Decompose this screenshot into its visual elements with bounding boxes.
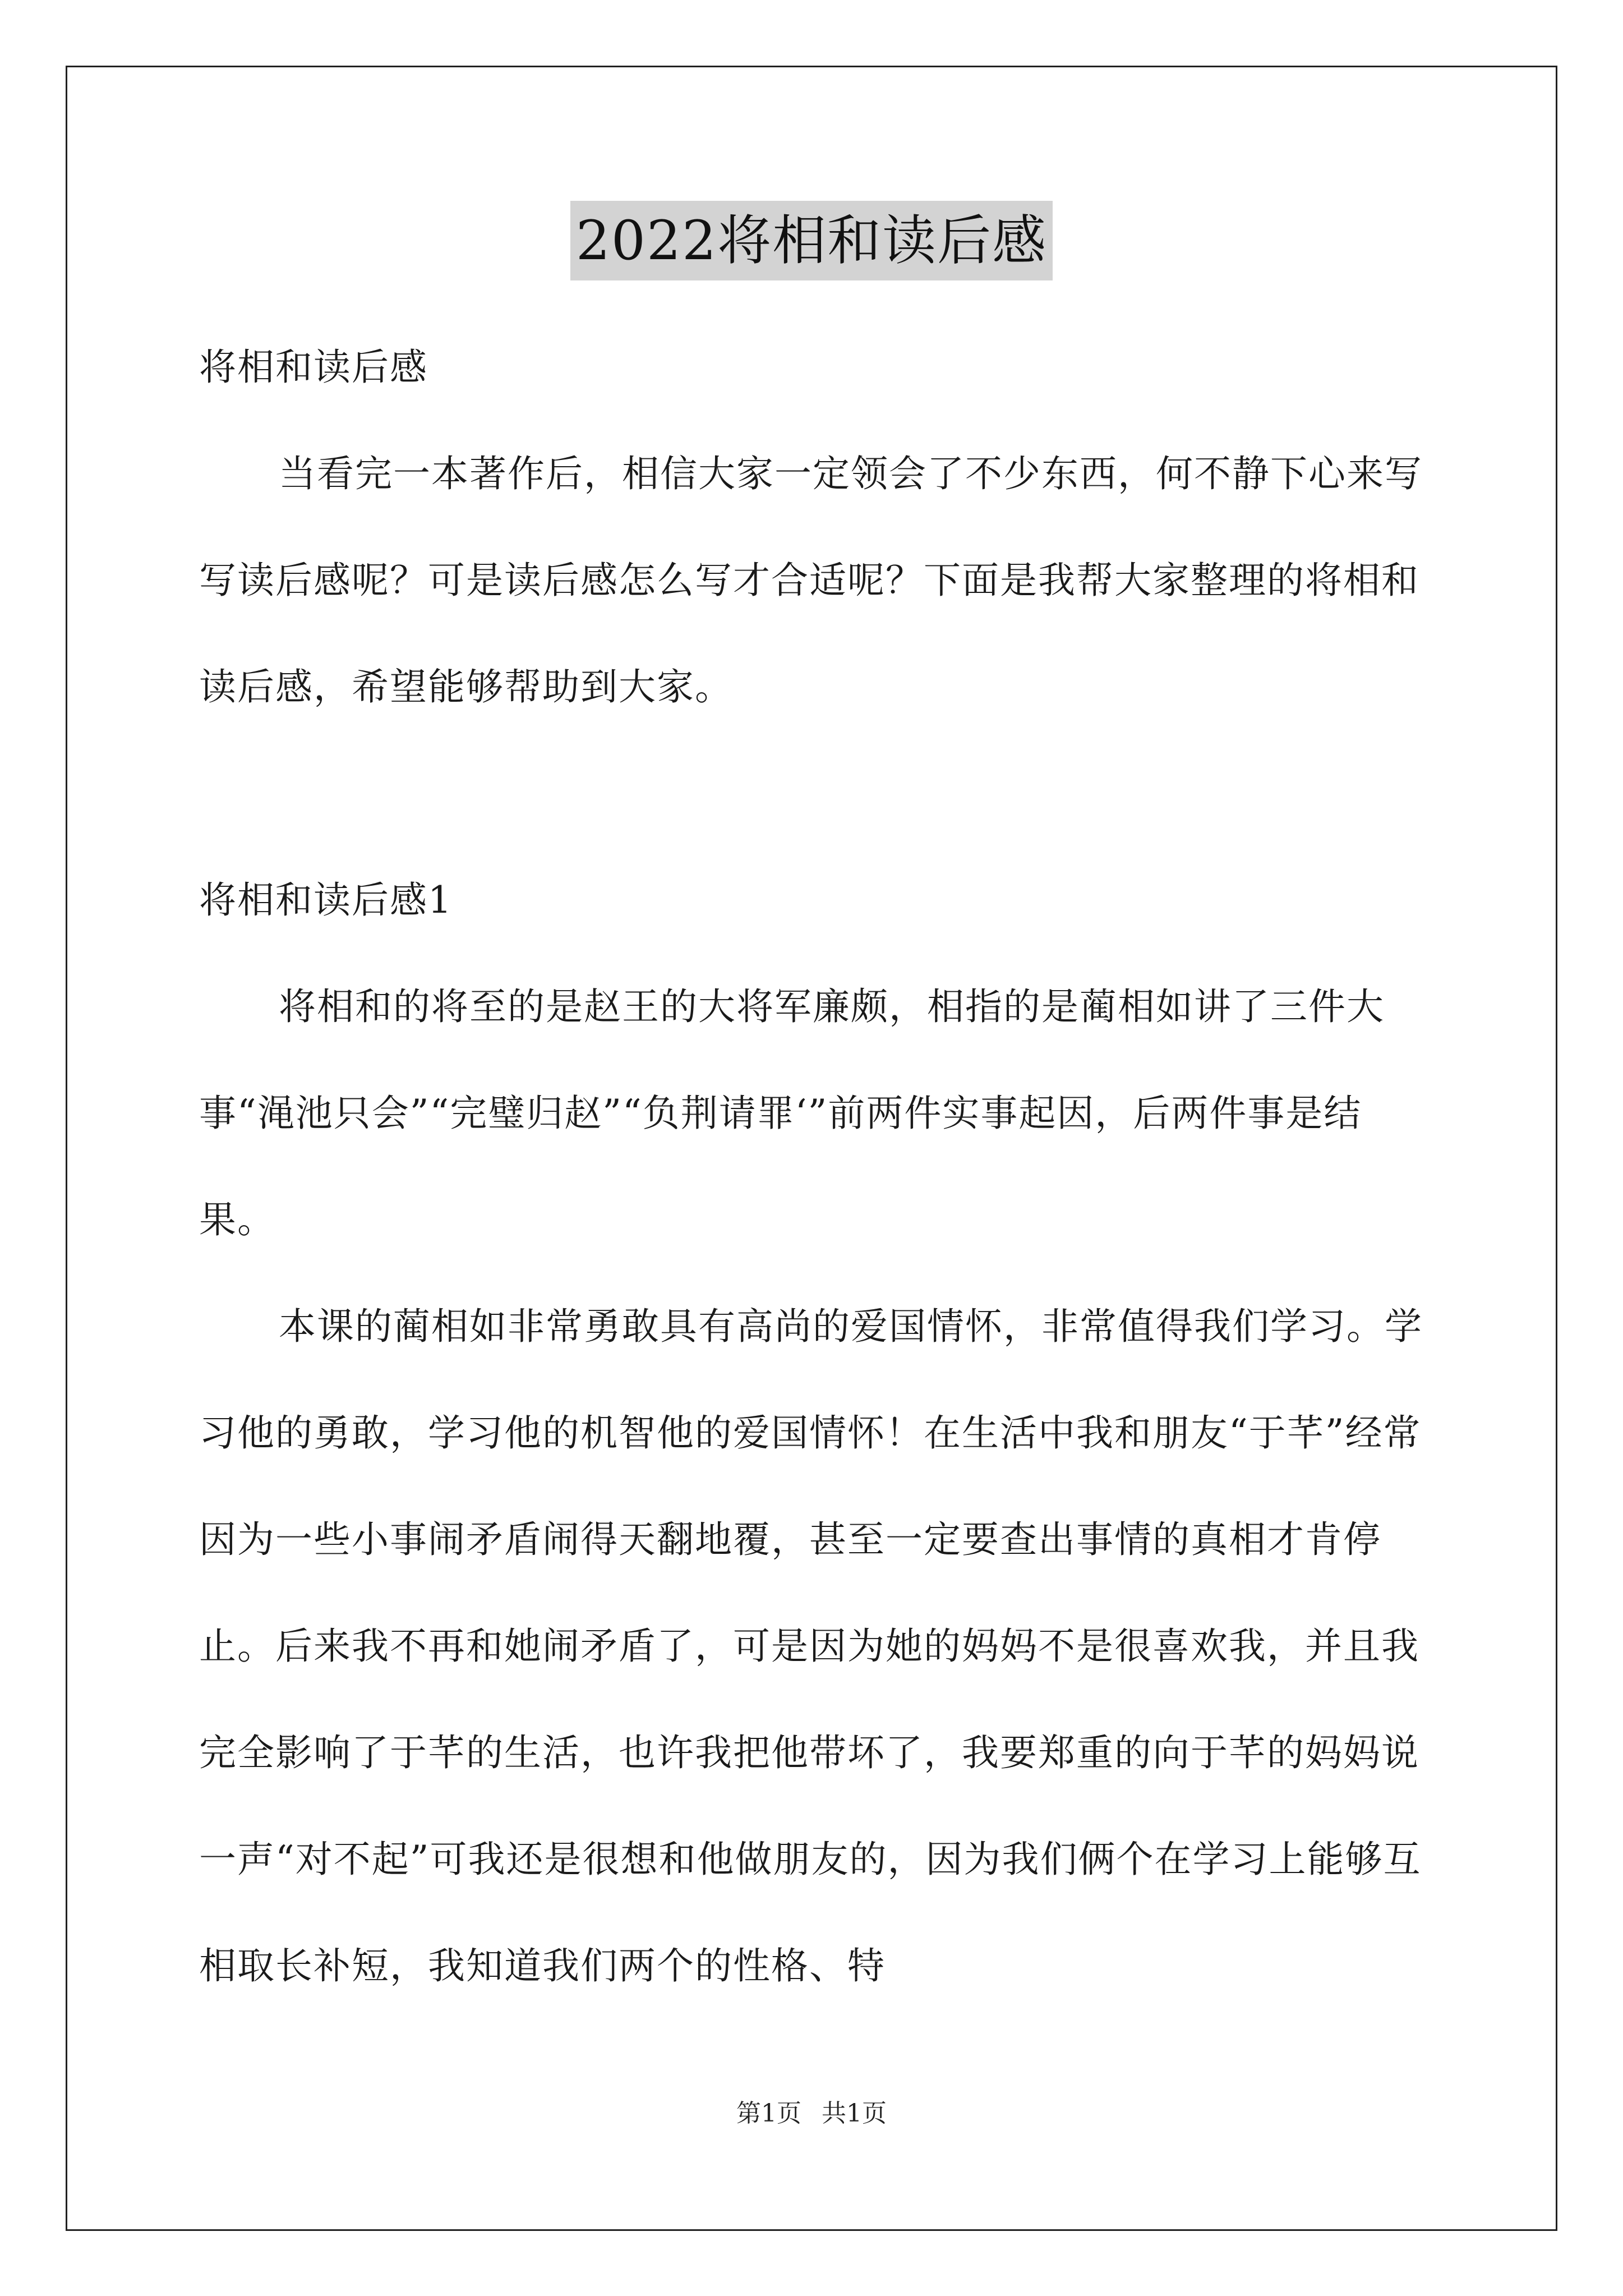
intro-paragraph: 当看完一本著作后，相信大家一定领会了不少东西，何不静下心来写写读后感呢？可是读后感怎么写才合适呢？下面是我帮大家整理的将相和读后感，希望能够帮助到大家。 bbox=[199, 452, 1423, 708]
paragraph-gap bbox=[199, 740, 1433, 847]
page-number-total: 共1页 bbox=[822, 2099, 887, 2128]
title-container bbox=[0, 201, 1623, 280]
section-heading: 将相和读后感1 bbox=[199, 878, 453, 922]
document-body bbox=[199, 314, 1433, 2019]
document-subtitle: 将相和读后感 bbox=[199, 346, 428, 389]
body-paragraph-2: 本课的蔺相如非常勇敢具有高尚的爱国情怀，非常值得我们学习。学习他的勇敢，学习他的机智他的爱国情怀！在生活中我和朋友“于芊”经常因为一些小事闹矛盾闹得天翻地覆，甚至一定要查出事情的真相才肯停止。后来我不再和她闹矛盾了，可是因为她的妈妈不是很喜欢我，并且我完全影响了于芊的生活，也许我把他带坏了，我要郑重的向于芊的妈妈说一声“对不起”可我还是很想和他做朋友的，因为我们俩个在学习上能够互相取长补短，我知道我们两个的性格、特 bbox=[199, 1305, 1423, 1987]
document-title: 2022将相和读后感 bbox=[570, 201, 1053, 280]
page-number-current: 第1页 bbox=[736, 2099, 801, 2128]
page-footer bbox=[0, 2097, 1623, 2131]
body-paragraph-1: 将相和的将至的是赵王的大将军廉颇，相指的是蔺相如讲了三件大事“渑池只会”“完璧归赵”“负荆请罪‘”前两件实事起因，后两件事是结果。 bbox=[199, 985, 1385, 1241]
